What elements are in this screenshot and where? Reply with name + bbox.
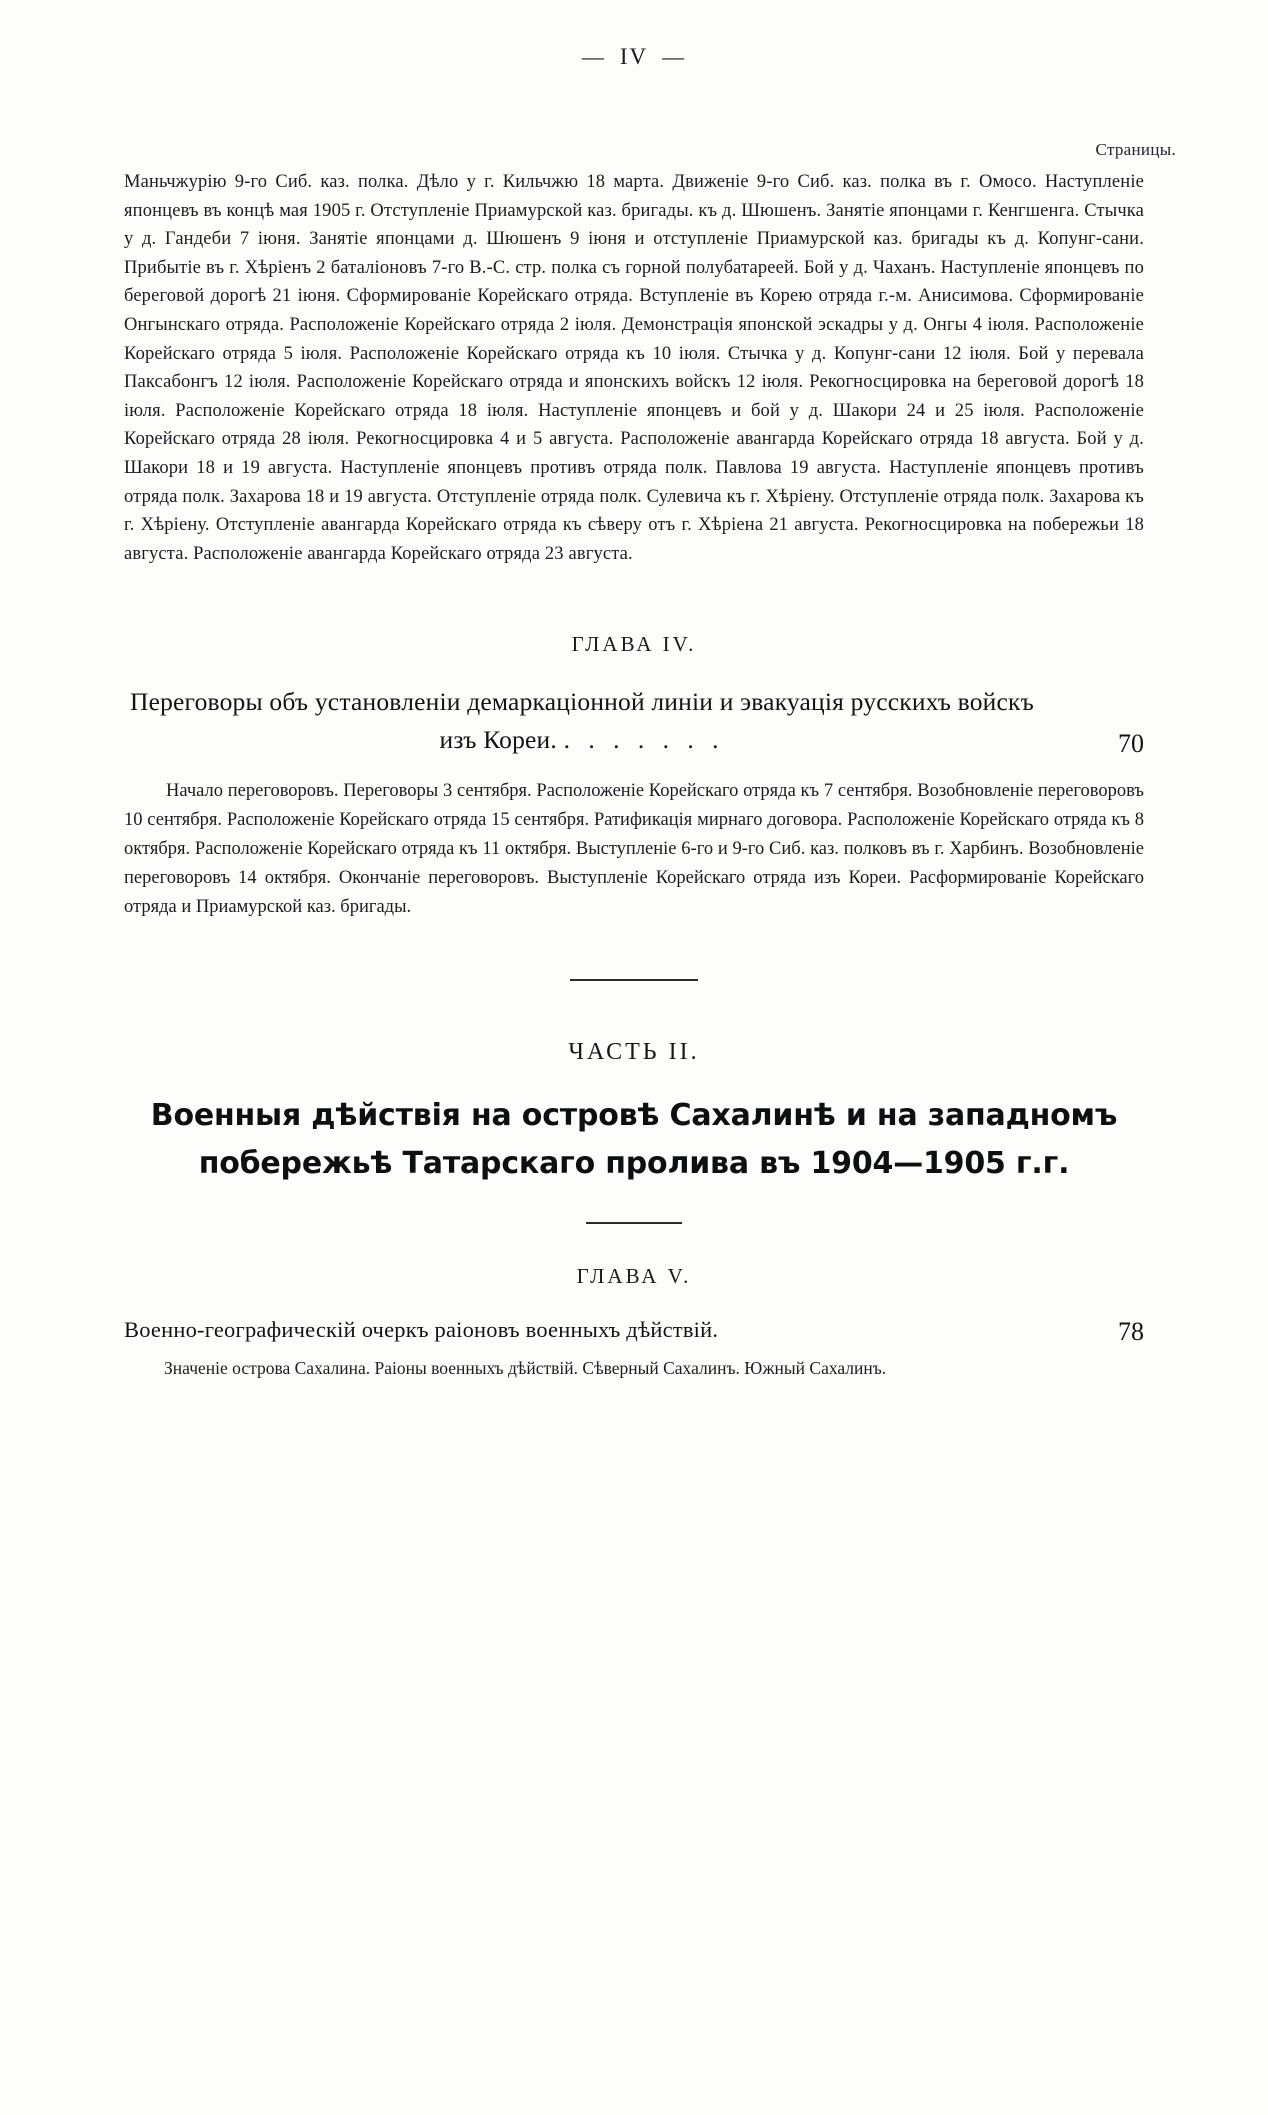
chapter-5-title: Военно-географическій очеркъ раіоновъ военныхъ дѣйствій. <box>124 1317 719 1343</box>
chapter-5-page-number: 78 <box>1118 1317 1144 1347</box>
chapter-4-entry[interactable] <box>124 683 1144 759</box>
chapter-4-title-text: Переговоры объ установленіи демаркаціонной линіи и эвакуація русскихъ войскъ изъ Кореи. <box>129 687 1035 755</box>
chapter-4-page-number: 70 <box>1118 729 1144 759</box>
chapter-4-detail: Начало переговоровъ. Переговоры 3 сентября. Расположеніе Корейскаго отряда къ 7 сентября. Возобновленіе переговоровъ 10 сентября. Расположеніе Корейскаго отряда 15 сентября. Ратификація мирнаго договора. Расположеніе Корейскаго отряда къ 8 октября. Расположеніе Корейскаго отряда къ 11 октября. Выступленіе 6-го и 9-го Сиб. каз. полковъ въ г. Харбинъ. Возобновленіе переговоровъ 14 октября. Окончаніе переговоровъ. Выступленіе Корейскаго отряда изъ Кореи. Расформированіе Корейскаго отряда и Приамурской каз. бригады. <box>124 781 1144 917</box>
chapter-4-heading: ГЛАВА IV. <box>571 632 697 657</box>
section-divider <box>570 979 698 981</box>
chapter-4-leaders: . . . . . . . <box>563 725 725 755</box>
part-2-title-line-1: Военныя дѣйствія на островѣ Сахалинѣ и на западномъ <box>150 1098 1118 1134</box>
folio-dash-right: — <box>662 44 687 69</box>
chapter-4-title <box>124 683 1144 759</box>
toc-continued-entry: Маньчжурію 9-го Сиб. каз. полка. Дѣло у г. Кильчжю 18 марта. Движеніе 9-го Сиб. каз. полка въ г. Омосо. Наступленіе японцевъ въ концѣ мая 1905 г. Отступленіе Приамурской каз. бригады. къ д. Шюшенъ. Занятіе японцами г. Кенгшенга. Стычка у д. Гандеби 7 іюня. Занятіе японцами д. Шюшенъ 9 іюня и отступленіе Приамурской каз. бригады къ д. Копунг-сани. Прибытіе въ г. Хѣріенъ 2 баталіоновъ 7-го В.-С. стр. полка съ горной полубатареей. Бой у д. Чаханъ. Наступленіе японцевъ по береговой дорогѣ 21 іюня. Сформированіе Корейскаго отряда. Вступленіе въ Корею отряда г.-м. Анисимова. Сформированіе Онгынскаго отряда. Расположеніе Корейскаго отряда 2 іюля. Демонстрація японской эскадры у д. Онгы 4 іюля. Расположеніе Корейскаго отряда 5 іюля. Расположеніе Корейскаго отряда къ 10 іюля. Стычка у д. Копунг-сани 12 іюля. Бой у перевала Паксабонгъ 12 іюля. Расположеніе Корейскаго отряда и японскихъ войскъ 12 іюля. Рекогносцировка на береговой дорогѣ 18 іюля. Расположеніе Корейскаго отряда 18 іюля. Наступленіе японцевъ и бой у д. Шакори 24 и 25 іюля. Расположеніе Корейскаго отряда 28 іюля. Рекогносцировка 4 и 5 августа. Расположеніе авангарда Корейскаго отряда 18 августа. Бой у д. Шакори 18 и 19 августа. Наступленіе японцевъ противъ отряда полк. Павлова 19 августа. Наступленіе японцевъ противъ отряда полк. Захарова 18 и 19 августа. Отступленіе отряда полк. Сулевича къ г. Хѣріену. Отступленіе отряда полк. Захарова къ г. Хѣріену. Отступленіе авангарда Корейскаго отряда къ сѣверу отъ г. Хѣріена 21 августа. Рекогносцировка на побережьи 18 августа. Расположеніе авангарда Корейскаго отряда 23 августа. <box>124 172 1144 564</box>
toc-body <box>124 168 1144 1381</box>
folio-number: IV <box>619 44 649 69</box>
part-2-title <box>124 1092 1144 1188</box>
folio-dash-left: — <box>581 44 606 69</box>
chapter-5-detail: Значеніе острова Сахалина. Раіоны военныхъ дѣйствій. Сѣверный Сахалинъ. Южный Сахалинъ. <box>164 1358 887 1379</box>
chapter-5-entry[interactable] <box>124 1317 1144 1347</box>
chapter-5-heading: ГЛАВА V. <box>576 1264 692 1289</box>
pages-column-label: Страницы. <box>1095 140 1176 159</box>
part-divider <box>586 1222 682 1224</box>
part-2-heading: ЧАСТЬ II. <box>568 1039 700 1066</box>
page-folio <box>0 0 1268 70</box>
part-2-title-line-2: побережьѣ Татарскаго пролива въ 1904—1905 г.г. <box>198 1146 1070 1182</box>
